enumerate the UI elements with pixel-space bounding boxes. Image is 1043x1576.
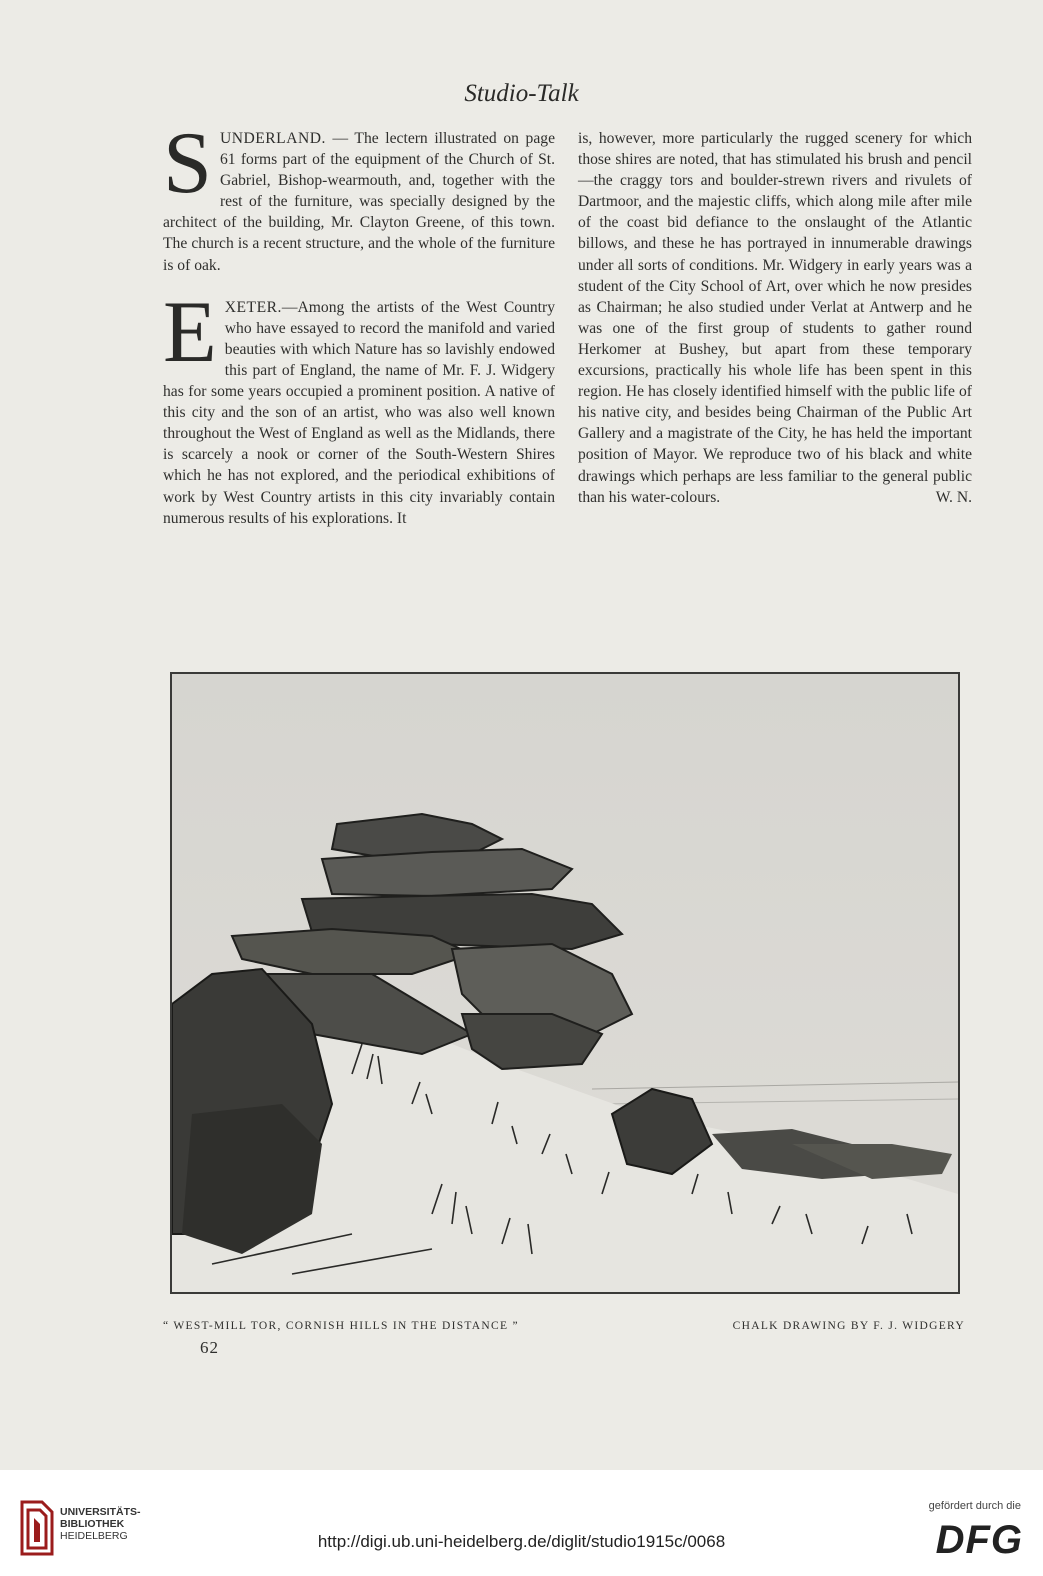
library-name: UNIVERSITÄTS- BIBLIOTHEK HEIDELBERG bbox=[60, 1506, 141, 1542]
tor-drawing-icon bbox=[172, 674, 958, 1292]
running-head: Studio-Talk bbox=[464, 80, 579, 107]
paragraph-continued bbox=[578, 128, 972, 508]
paragraph-text: —Among the artists of the West Country who have essayed to record the manifold and varied beauties with which Nature has so lavishly endowed this part of England, the name of Mr. F. J. Widgery has for some years occupied a prominent position. A native of this city and the son of an artist, who was also well known throughout the West of England as well as the Midlands, there is scarcely a nook or corner of the South-Western Shires which he has not explored, and the periodical exhibitions of work by West Country artists in this city invariably contain numerous results of his explorations. It bbox=[163, 298, 555, 527]
section-lead: UNDERLAND. bbox=[219, 130, 326, 147]
figure-caption-credit: CHALK DRAWING BY F. J. WIDGERY bbox=[732, 1320, 965, 1332]
right-column bbox=[578, 128, 972, 508]
funded-by-label: gefördert durch die bbox=[928, 1500, 1021, 1512]
section-lead: XETER. bbox=[224, 298, 282, 316]
page-number: 62 bbox=[200, 1338, 219, 1357]
chalk-drawing-illustration bbox=[170, 672, 960, 1294]
digitization-footer bbox=[0, 1470, 1043, 1576]
paragraph-text: is, however, more particularly the rugged scenery for which those shires are noted, that has stimulated his brush and pencil—the craggy tors and boulder-strewn rivers and rivulets of Dartmoor, and the majestic cliffs, which along mile after mile of the coast bid defiance to the onslaught of the Atlantic billows, and these he has portrayed in innumerable drawings under all sorts of conditions. Mr. Widgery in early years was a student of the City School of Art, over which he now presides as Chairman; he also studied under Verlat at Antwerp and he was one of the first group of students to gather round Herkomer at Bushey, but apart from these temporary excursions, practically his whole life has been spent in this region. He has closely identified himself with the public life of his native city, and besides being Chairman of the Public Art Gallery and a magistrate of the City, he has held the important position of Mayor. We reproduce two of his black and white drawings which perhaps are less familiar to the general public than his water-colours. bbox=[578, 130, 972, 506]
figure-caption-title: “ WEST-MILL TOR, CORNISH HILLS IN THE DISTANCE ” bbox=[163, 1320, 519, 1332]
dropcap-s: S bbox=[163, 115, 212, 212]
source-url-link[interactable]: http://digi.ub.uni-heidelberg.de/diglit/studio1915c/0068 bbox=[317, 1532, 726, 1551]
paragraph-exeter bbox=[163, 283, 555, 529]
author-signature: W. N. bbox=[935, 488, 972, 506]
left-column bbox=[163, 115, 555, 529]
dropcap-e: E bbox=[163, 283, 217, 381]
dfg-logo: DFG bbox=[935, 1518, 1023, 1562]
paragraph-sunderland bbox=[163, 115, 555, 276]
paragraph-text: — The lectern illustrated on page 61 forms part of the equipment of the Church of St. Gabriel, Bishop-wearmouth, and, together with the rest of the furniture, was specially designed by the architect of the building, Mr. Clayton Greene, of this town. The church is a recent structure, and the whole of the furniture is of oak. bbox=[163, 130, 555, 274]
